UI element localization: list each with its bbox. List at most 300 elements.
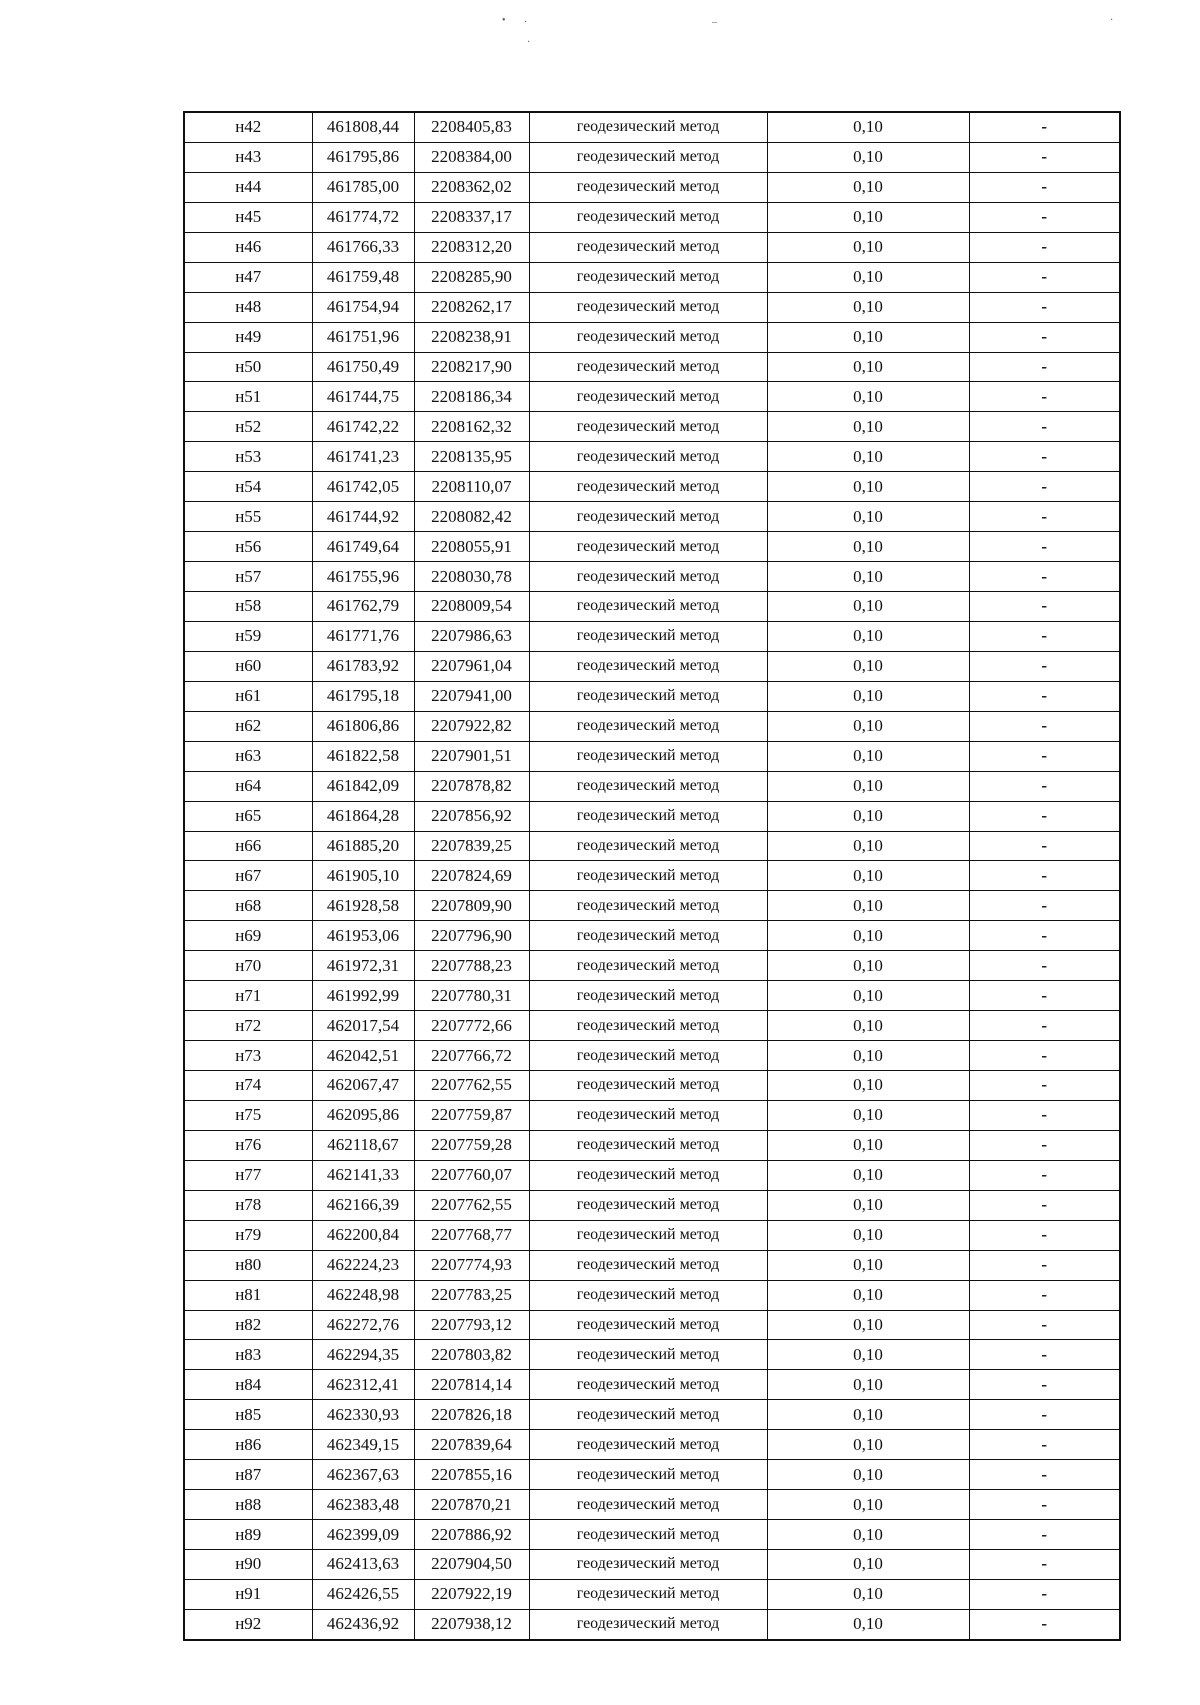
- y-coordinate-cell: 2208405,83: [414, 112, 529, 142]
- note-cell: -: [969, 681, 1120, 711]
- note-cell: -: [969, 1280, 1120, 1310]
- point-cell: н87: [184, 1460, 312, 1490]
- x-coordinate-cell: 461795,18: [312, 681, 414, 711]
- y-coordinate-cell: 2207793,12: [414, 1310, 529, 1340]
- point-cell: н80: [184, 1250, 312, 1280]
- y-coordinate-cell: 2207760,07: [414, 1160, 529, 1190]
- y-coordinate-cell: 2207762,55: [414, 1190, 529, 1220]
- x-coordinate-cell: 462200,84: [312, 1220, 414, 1250]
- y-coordinate-cell: 2208384,00: [414, 142, 529, 172]
- point-cell: н67: [184, 861, 312, 891]
- x-coordinate-cell: 461755,96: [312, 562, 414, 592]
- method-cell: геодезический метод: [529, 1280, 767, 1310]
- accuracy-cell: 0,10: [767, 262, 969, 292]
- note-cell: -: [969, 1430, 1120, 1460]
- x-coordinate-cell: 461754,94: [312, 292, 414, 322]
- scan-speck: •: [502, 15, 506, 26]
- method-cell: геодезический метод: [529, 592, 767, 622]
- note-cell: -: [969, 1071, 1120, 1101]
- method-cell: геодезический метод: [529, 621, 767, 651]
- accuracy-cell: 0,10: [767, 981, 969, 1011]
- accuracy-cell: 0,10: [767, 1310, 969, 1340]
- table-row: [184, 741, 1120, 771]
- note-cell: -: [969, 1190, 1120, 1220]
- accuracy-cell: 0,10: [767, 1041, 969, 1071]
- method-cell: геодезический метод: [529, 1190, 767, 1220]
- point-cell: н42: [184, 112, 312, 142]
- note-cell: -: [969, 262, 1120, 292]
- note-cell: -: [969, 1310, 1120, 1340]
- accuracy-cell: 0,10: [767, 112, 969, 142]
- y-coordinate-cell: 2207759,28: [414, 1130, 529, 1160]
- y-coordinate-cell: 2208337,17: [414, 202, 529, 232]
- point-cell: н53: [184, 442, 312, 472]
- x-coordinate-cell: 461992,99: [312, 981, 414, 1011]
- scan-speck: ·: [524, 17, 528, 28]
- table-row: [184, 891, 1120, 921]
- y-coordinate-cell: 2208238,91: [414, 322, 529, 352]
- accuracy-cell: 0,10: [767, 1220, 969, 1250]
- x-coordinate-cell: 461783,92: [312, 651, 414, 681]
- method-cell: геодезический метод: [529, 1550, 767, 1580]
- x-coordinate-cell: 462067,47: [312, 1071, 414, 1101]
- accuracy-cell: 0,10: [767, 681, 969, 711]
- method-cell: геодезический метод: [529, 202, 767, 232]
- point-cell: н51: [184, 382, 312, 412]
- x-coordinate-cell: 462272,76: [312, 1310, 414, 1340]
- method-cell: геодезический метод: [529, 502, 767, 532]
- table-row: [184, 621, 1120, 651]
- point-cell: н91: [184, 1579, 312, 1609]
- point-cell: н54: [184, 472, 312, 502]
- point-cell: н44: [184, 172, 312, 202]
- table-row: [184, 352, 1120, 382]
- accuracy-cell: 0,10: [767, 1550, 969, 1580]
- x-coordinate-cell: 462436,92: [312, 1609, 414, 1639]
- point-cell: н78: [184, 1190, 312, 1220]
- y-coordinate-cell: 2208262,17: [414, 292, 529, 322]
- y-coordinate-cell: 2207774,93: [414, 1250, 529, 1280]
- accuracy-cell: 0,10: [767, 352, 969, 382]
- table-row: [184, 412, 1120, 442]
- accuracy-cell: 0,10: [767, 442, 969, 472]
- accuracy-cell: 0,10: [767, 382, 969, 412]
- table-row: [184, 1190, 1120, 1220]
- scan-speck: –: [712, 17, 717, 28]
- accuracy-cell: 0,10: [767, 502, 969, 532]
- method-cell: геодезический метод: [529, 1400, 767, 1430]
- point-cell: н81: [184, 1280, 312, 1310]
- x-coordinate-cell: 462426,55: [312, 1579, 414, 1609]
- table-row: [184, 1490, 1120, 1520]
- x-coordinate-cell: 461751,96: [312, 322, 414, 352]
- y-coordinate-cell: 2207796,90: [414, 921, 529, 951]
- table-row: [184, 472, 1120, 502]
- point-cell: н48: [184, 292, 312, 322]
- y-coordinate-cell: 2207826,18: [414, 1400, 529, 1430]
- x-coordinate-cell: 462349,15: [312, 1430, 414, 1460]
- point-cell: н69: [184, 921, 312, 951]
- point-cell: н47: [184, 262, 312, 292]
- point-cell: н70: [184, 951, 312, 981]
- accuracy-cell: 0,10: [767, 1011, 969, 1041]
- point-cell: н56: [184, 532, 312, 562]
- method-cell: геодезический метод: [529, 771, 767, 801]
- y-coordinate-cell: 2208030,78: [414, 562, 529, 592]
- method-cell: геодезический метод: [529, 442, 767, 472]
- point-cell: н83: [184, 1340, 312, 1370]
- y-coordinate-cell: 2207941,00: [414, 681, 529, 711]
- method-cell: геодезический метод: [529, 172, 767, 202]
- note-cell: -: [969, 562, 1120, 592]
- point-cell: н76: [184, 1130, 312, 1160]
- table-row: [184, 1100, 1120, 1130]
- note-cell: -: [969, 1460, 1120, 1490]
- method-cell: геодезический метод: [529, 292, 767, 322]
- table-row: [184, 1130, 1120, 1160]
- note-cell: -: [969, 1100, 1120, 1130]
- accuracy-cell: 0,10: [767, 711, 969, 741]
- accuracy-cell: 0,10: [767, 921, 969, 951]
- accuracy-cell: 0,10: [767, 1190, 969, 1220]
- point-cell: н77: [184, 1160, 312, 1190]
- y-coordinate-cell: 2207783,25: [414, 1280, 529, 1310]
- method-cell: геодезический метод: [529, 831, 767, 861]
- x-coordinate-cell: 461864,28: [312, 801, 414, 831]
- y-coordinate-cell: 2208162,32: [414, 412, 529, 442]
- table-row: [184, 172, 1120, 202]
- accuracy-cell: 0,10: [767, 142, 969, 172]
- method-cell: геодезический метод: [529, 651, 767, 681]
- note-cell: -: [969, 1250, 1120, 1280]
- note-cell: -: [969, 861, 1120, 891]
- point-cell: н59: [184, 621, 312, 651]
- method-cell: геодезический метод: [529, 352, 767, 382]
- x-coordinate-cell: 461744,92: [312, 502, 414, 532]
- point-cell: н71: [184, 981, 312, 1011]
- accuracy-cell: 0,10: [767, 562, 969, 592]
- accuracy-cell: 0,10: [767, 1100, 969, 1130]
- method-cell: геодезический метод: [529, 1220, 767, 1250]
- coordinates-table-body: [184, 112, 1120, 1640]
- point-cell: н66: [184, 831, 312, 861]
- point-cell: н63: [184, 741, 312, 771]
- y-coordinate-cell: 2207922,19: [414, 1579, 529, 1609]
- x-coordinate-cell: 462118,67: [312, 1130, 414, 1160]
- point-cell: н49: [184, 322, 312, 352]
- method-cell: геодезический метод: [529, 262, 767, 292]
- method-cell: геодезический метод: [529, 1609, 767, 1639]
- point-cell: н60: [184, 651, 312, 681]
- method-cell: геодезический метод: [529, 532, 767, 562]
- point-cell: н46: [184, 232, 312, 262]
- y-coordinate-cell: 2207901,51: [414, 741, 529, 771]
- y-coordinate-cell: 2207824,69: [414, 861, 529, 891]
- table-row: [184, 202, 1120, 232]
- note-cell: -: [969, 1340, 1120, 1370]
- note-cell: -: [969, 1550, 1120, 1580]
- method-cell: геодезический метод: [529, 1160, 767, 1190]
- method-cell: геодезический метод: [529, 472, 767, 502]
- y-coordinate-cell: 2207762,55: [414, 1071, 529, 1101]
- x-coordinate-cell: 461750,49: [312, 352, 414, 382]
- method-cell: геодезический метод: [529, 1310, 767, 1340]
- y-coordinate-cell: 2207938,12: [414, 1609, 529, 1639]
- note-cell: -: [969, 202, 1120, 232]
- note-cell: -: [969, 112, 1120, 142]
- table-row: [184, 921, 1120, 951]
- note-cell: -: [969, 592, 1120, 622]
- note-cell: -: [969, 1041, 1120, 1071]
- point-cell: н73: [184, 1041, 312, 1071]
- accuracy-cell: 0,10: [767, 412, 969, 442]
- note-cell: -: [969, 1609, 1120, 1639]
- method-cell: геодезический метод: [529, 1460, 767, 1490]
- method-cell: геодезический метод: [529, 1430, 767, 1460]
- x-coordinate-cell: 461759,48: [312, 262, 414, 292]
- table-row: [184, 1310, 1120, 1340]
- note-cell: -: [969, 382, 1120, 412]
- accuracy-cell: 0,10: [767, 1430, 969, 1460]
- scan-speck: ·: [527, 37, 531, 48]
- method-cell: геодезический метод: [529, 322, 767, 352]
- y-coordinate-cell: 2208082,42: [414, 502, 529, 532]
- note-cell: -: [969, 1220, 1120, 1250]
- table-row: [184, 1280, 1120, 1310]
- y-coordinate-cell: 2208312,20: [414, 232, 529, 262]
- point-cell: н82: [184, 1310, 312, 1340]
- note-cell: -: [969, 651, 1120, 681]
- x-coordinate-cell: 462294,35: [312, 1340, 414, 1370]
- note-cell: -: [969, 1490, 1120, 1520]
- x-coordinate-cell: 461744,75: [312, 382, 414, 412]
- accuracy-cell: 0,10: [767, 1400, 969, 1430]
- table-row: [184, 1220, 1120, 1250]
- accuracy-cell: 0,10: [767, 472, 969, 502]
- accuracy-cell: 0,10: [767, 1340, 969, 1370]
- y-coordinate-cell: 2208186,34: [414, 382, 529, 412]
- note-cell: -: [969, 891, 1120, 921]
- table-row: [184, 112, 1120, 142]
- table-row: [184, 382, 1120, 412]
- note-cell: -: [969, 1400, 1120, 1430]
- y-coordinate-cell: 2207986,63: [414, 621, 529, 651]
- y-coordinate-cell: 2207904,50: [414, 1550, 529, 1580]
- method-cell: геодезический метод: [529, 412, 767, 442]
- table-row: [184, 831, 1120, 861]
- point-cell: н52: [184, 412, 312, 442]
- x-coordinate-cell: 461785,00: [312, 172, 414, 202]
- method-cell: геодезический метод: [529, 1250, 767, 1280]
- method-cell: геодезический метод: [529, 1340, 767, 1370]
- method-cell: геодезический метод: [529, 1130, 767, 1160]
- accuracy-cell: 0,10: [767, 1370, 969, 1400]
- accuracy-cell: 0,10: [767, 801, 969, 831]
- point-cell: н90: [184, 1550, 312, 1580]
- point-cell: н61: [184, 681, 312, 711]
- accuracy-cell: 0,10: [767, 1071, 969, 1101]
- table-row: [184, 1011, 1120, 1041]
- note-cell: -: [969, 172, 1120, 202]
- accuracy-cell: 0,10: [767, 1579, 969, 1609]
- method-cell: геодезический метод: [529, 981, 767, 1011]
- accuracy-cell: 0,10: [767, 1280, 969, 1310]
- point-cell: н64: [184, 771, 312, 801]
- method-cell: геодезический метод: [529, 232, 767, 262]
- point-cell: н92: [184, 1609, 312, 1639]
- note-cell: -: [969, 322, 1120, 352]
- method-cell: геодезический метод: [529, 711, 767, 741]
- scan-artifacts: [0, 0, 1200, 60]
- table-row: [184, 1609, 1120, 1639]
- x-coordinate-cell: 462095,86: [312, 1100, 414, 1130]
- point-cell: н88: [184, 1490, 312, 1520]
- x-coordinate-cell: 461742,05: [312, 472, 414, 502]
- y-coordinate-cell: 2208362,02: [414, 172, 529, 202]
- table-row: [184, 322, 1120, 352]
- note-cell: -: [969, 1579, 1120, 1609]
- method-cell: геодезический метод: [529, 1041, 767, 1071]
- table-row: [184, 502, 1120, 532]
- x-coordinate-cell: 462399,09: [312, 1520, 414, 1550]
- x-coordinate-cell: 461972,31: [312, 951, 414, 981]
- x-coordinate-cell: 462224,23: [312, 1250, 414, 1280]
- accuracy-cell: 0,10: [767, 831, 969, 861]
- y-coordinate-cell: 2208110,07: [414, 472, 529, 502]
- accuracy-cell: 0,10: [767, 1160, 969, 1190]
- x-coordinate-cell: 461953,06: [312, 921, 414, 951]
- x-coordinate-cell: 462248,98: [312, 1280, 414, 1310]
- accuracy-cell: 0,10: [767, 891, 969, 921]
- point-cell: н55: [184, 502, 312, 532]
- x-coordinate-cell: 461749,64: [312, 532, 414, 562]
- x-coordinate-cell: 461795,86: [312, 142, 414, 172]
- table-row: [184, 1370, 1120, 1400]
- point-cell: н57: [184, 562, 312, 592]
- x-coordinate-cell: 462413,63: [312, 1550, 414, 1580]
- y-coordinate-cell: 2207759,87: [414, 1100, 529, 1130]
- x-coordinate-cell: 461771,76: [312, 621, 414, 651]
- x-coordinate-cell: 461885,20: [312, 831, 414, 861]
- method-cell: геодезический метод: [529, 1071, 767, 1101]
- accuracy-cell: 0,10: [767, 771, 969, 801]
- table-row: [184, 1579, 1120, 1609]
- x-coordinate-cell: 461905,10: [312, 861, 414, 891]
- method-cell: геодезический метод: [529, 1579, 767, 1609]
- point-cell: н85: [184, 1400, 312, 1430]
- method-cell: геодезический метод: [529, 112, 767, 142]
- accuracy-cell: 0,10: [767, 741, 969, 771]
- note-cell: -: [969, 1160, 1120, 1190]
- method-cell: геодезический метод: [529, 142, 767, 172]
- x-coordinate-cell: 462330,93: [312, 1400, 414, 1430]
- y-coordinate-cell: 2207878,82: [414, 771, 529, 801]
- table-row: [184, 801, 1120, 831]
- y-coordinate-cell: 2208217,90: [414, 352, 529, 382]
- point-cell: н68: [184, 891, 312, 921]
- method-cell: геодезический метод: [529, 951, 767, 981]
- y-coordinate-cell: 2208135,95: [414, 442, 529, 472]
- x-coordinate-cell: 461766,33: [312, 232, 414, 262]
- method-cell: геодезический метод: [529, 681, 767, 711]
- accuracy-cell: 0,10: [767, 1609, 969, 1639]
- table-row: [184, 1160, 1120, 1190]
- note-cell: -: [969, 412, 1120, 442]
- point-cell: н45: [184, 202, 312, 232]
- table-row: [184, 1460, 1120, 1490]
- accuracy-cell: 0,10: [767, 202, 969, 232]
- accuracy-cell: 0,10: [767, 1250, 969, 1280]
- table-row: [184, 532, 1120, 562]
- x-coordinate-cell: 461842,09: [312, 771, 414, 801]
- x-coordinate-cell: 461762,79: [312, 592, 414, 622]
- accuracy-cell: 0,10: [767, 322, 969, 352]
- y-coordinate-cell: 2207855,16: [414, 1460, 529, 1490]
- table-row: [184, 1400, 1120, 1430]
- accuracy-cell: 0,10: [767, 951, 969, 981]
- x-coordinate-cell: 462166,39: [312, 1190, 414, 1220]
- note-cell: -: [969, 951, 1120, 981]
- table-row: [184, 1041, 1120, 1071]
- scan-speck: ·: [1110, 15, 1114, 26]
- point-cell: н75: [184, 1100, 312, 1130]
- accuracy-cell: 0,10: [767, 172, 969, 202]
- x-coordinate-cell: 461774,72: [312, 202, 414, 232]
- method-cell: геодезический метод: [529, 741, 767, 771]
- accuracy-cell: 0,10: [767, 621, 969, 651]
- accuracy-cell: 0,10: [767, 232, 969, 262]
- note-cell: -: [969, 621, 1120, 651]
- method-cell: геодезический метод: [529, 1490, 767, 1520]
- note-cell: -: [969, 352, 1120, 382]
- table-row: [184, 262, 1120, 292]
- y-coordinate-cell: 2207809,90: [414, 891, 529, 921]
- x-coordinate-cell: 461742,22: [312, 412, 414, 442]
- x-coordinate-cell: 461808,44: [312, 112, 414, 142]
- y-coordinate-cell: 2207814,14: [414, 1370, 529, 1400]
- table-row: [184, 951, 1120, 981]
- x-coordinate-cell: 462383,48: [312, 1490, 414, 1520]
- note-cell: -: [969, 1011, 1120, 1041]
- table-row: [184, 292, 1120, 322]
- coordinates-table: [183, 111, 1121, 1641]
- note-cell: -: [969, 472, 1120, 502]
- note-cell: -: [969, 711, 1120, 741]
- table-row: [184, 562, 1120, 592]
- point-cell: н62: [184, 711, 312, 741]
- table-row: [184, 1550, 1120, 1580]
- table-row: [184, 1340, 1120, 1370]
- point-cell: н43: [184, 142, 312, 172]
- table-row: [184, 592, 1120, 622]
- y-coordinate-cell: 2208055,91: [414, 532, 529, 562]
- y-coordinate-cell: 2207922,82: [414, 711, 529, 741]
- y-coordinate-cell: 2207768,77: [414, 1220, 529, 1250]
- x-coordinate-cell: 461806,86: [312, 711, 414, 741]
- note-cell: -: [969, 232, 1120, 262]
- x-coordinate-cell: 462312,41: [312, 1370, 414, 1400]
- table-row: [184, 771, 1120, 801]
- point-cell: н72: [184, 1011, 312, 1041]
- method-cell: геодезический метод: [529, 801, 767, 831]
- accuracy-cell: 0,10: [767, 1520, 969, 1550]
- x-coordinate-cell: 461741,23: [312, 442, 414, 472]
- y-coordinate-cell: 2207772,66: [414, 1011, 529, 1041]
- note-cell: -: [969, 142, 1120, 172]
- x-coordinate-cell: 462017,54: [312, 1011, 414, 1041]
- table-row: [184, 1430, 1120, 1460]
- note-cell: -: [969, 981, 1120, 1011]
